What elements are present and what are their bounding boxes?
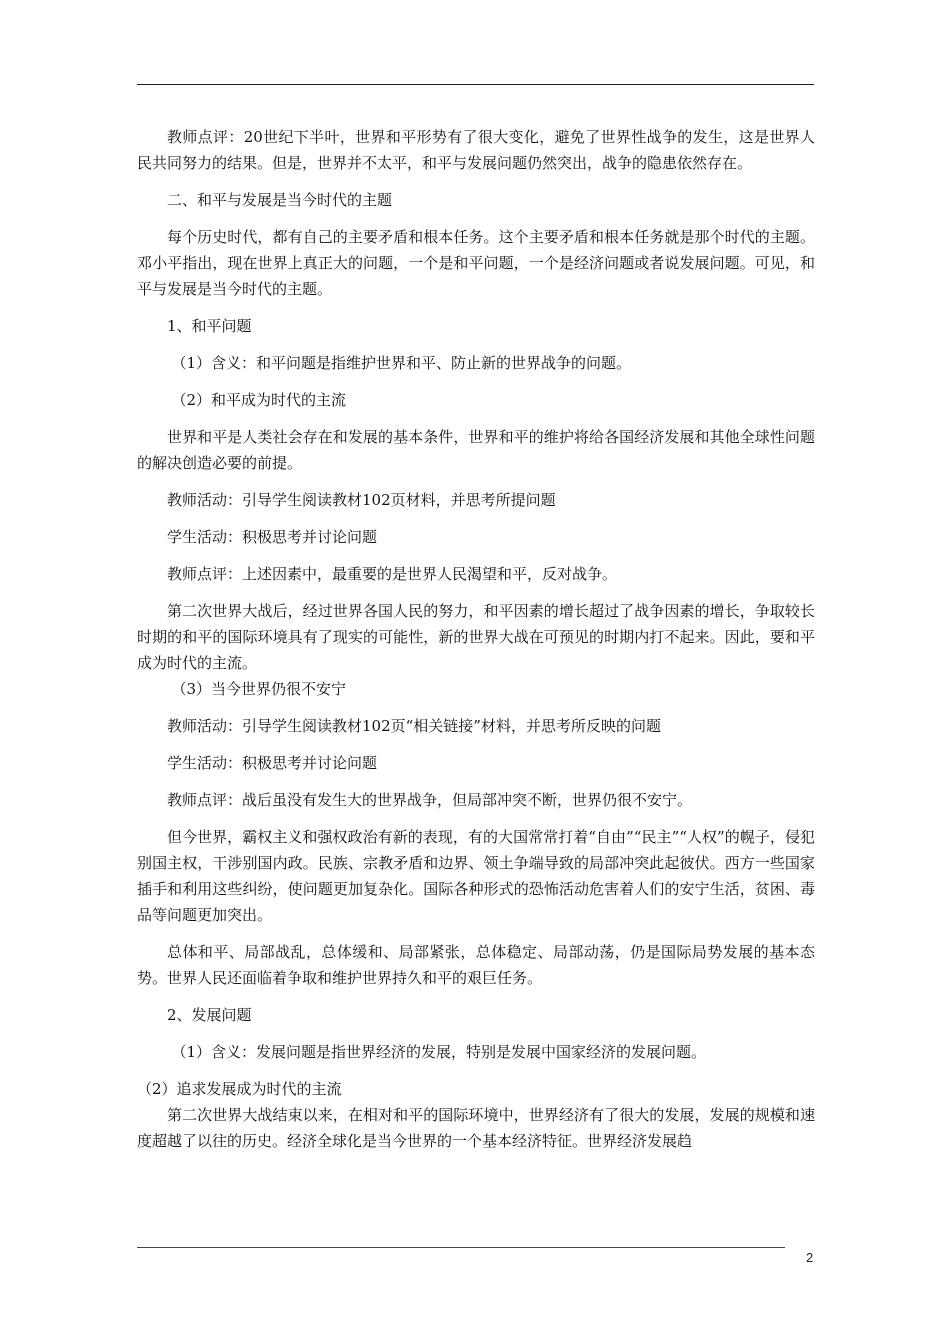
subheading-development-issue: 2、发展问题	[167, 1006, 252, 1024]
page-number: 2	[806, 1250, 814, 1265]
item-peace-mainstream: （2）和平成为时代的主流	[171, 391, 347, 409]
footer-rule	[137, 1247, 785, 1248]
paragraph-teacher-comment-2: 教师点评：上述因素中，最重要的是世界人民渴望和平，反对战争。	[167, 565, 618, 583]
item-peace-meaning: （1）含义：和平问题是指维护世界和平、防止新的世界战争的问题。	[171, 354, 632, 372]
header-rule	[137, 84, 814, 85]
paragraph-student-activity-1: 学生活动：积极思考并讨论问题	[167, 528, 378, 546]
item-world-unrest: （3）当今世界仍很不安宁	[171, 680, 347, 698]
item-development-mainstream: （2）追求发展成为时代的主流	[137, 1080, 342, 1098]
paragraph-peace-condition: 世界和平是人类社会存在和发展的基本条件，世界和平的维护将给各国经济发展和其他全球性问题的解决创造必要的前提。	[137, 428, 815, 472]
paragraph-teacher-comment-3: 教师点评：战后虽没有发生大的世界战争，但局部冲突不断，世界仍很不安宁。	[167, 791, 693, 809]
paragraph-overall-situation: 总体和平、局部战乱，总体缓和、局部紧张，总体稳定、局部动荡，仍是国际局势发展的基本态势。世界人民还面临着争取和维护世界持久和平的艰巨任务。	[137, 943, 815, 987]
paragraph-hegemony: 但今世界，霸权主义和强权政治有新的表现，有的大国常常打着“自由”“民主”“人权”的幌子，侵犯别国主权，干涉别国内政。民族、宗教矛盾和边界、领土争端导致的局部冲突此起彼伏。西方一些国家插手和利用这些纠纷，使问题更加复杂化。国际各种形式的恐怖活动危害着人们的安宁生活，贫困、毒品等问题更加突出。	[137, 828, 815, 924]
section-heading-2: 二、和平与发展是当今时代的主题	[167, 191, 393, 209]
paragraph-world-economy: 第二次世界大战结束以来，在相对和平的国际环境中，世界经济有了很大的发展，发展的规模和速度超越了以往的历史。经济全球化是当今世界的一个基本经济特征。世界经济发展趋	[137, 1106, 815, 1150]
paragraph-student-activity-2: 学生活动：积极思考并讨论问题	[167, 754, 378, 772]
document-body	[137, 124, 815, 1165]
paragraph-teacher-activity-1: 教师活动：引导学生阅读教材102页材料，并思考所提问题	[167, 491, 556, 509]
paragraph-era-theme: 每个历史时代，都有自己的主要矛盾和根本任务。这个主要矛盾和根本任务就是那个时代的主题。邓小平指出，现在世界上真正大的问题，一个是和平问题，一个是经济问题或者说发展问题。可见，和平与发展是当今时代的主题。	[137, 228, 815, 298]
subheading-peace-issue: 1、和平问题	[167, 317, 252, 335]
item-development-meaning: （1）含义：发展问题是指世界经济的发展，特别是发展中国家经济的发展问题。	[171, 1043, 707, 1061]
paragraph-teacher-comment-1: 教师点评：20世纪下半叶，世界和平形势有了很大变化，避免了世界性战争的发生，这是世界人民共同努力的结果。但是，世界并不太平，和平与发展问题仍然突出，战争的隐患依然存在。	[137, 128, 815, 172]
paragraph-postwar-peace: 第二次世界大战后，经过世界各国人民的努力，和平因素的增长超过了战争因素的增长，争取较长时期的和平的国际环境具有了现实的可能性，新的世界大战在可预见的时期内打不起来。因此，要和平成为时代的主流。	[137, 602, 815, 672]
paragraph-teacher-activity-2: 教师活动：引导学生阅读教材102页“相关链接”材料，并思考所反映的问题	[167, 717, 661, 735]
